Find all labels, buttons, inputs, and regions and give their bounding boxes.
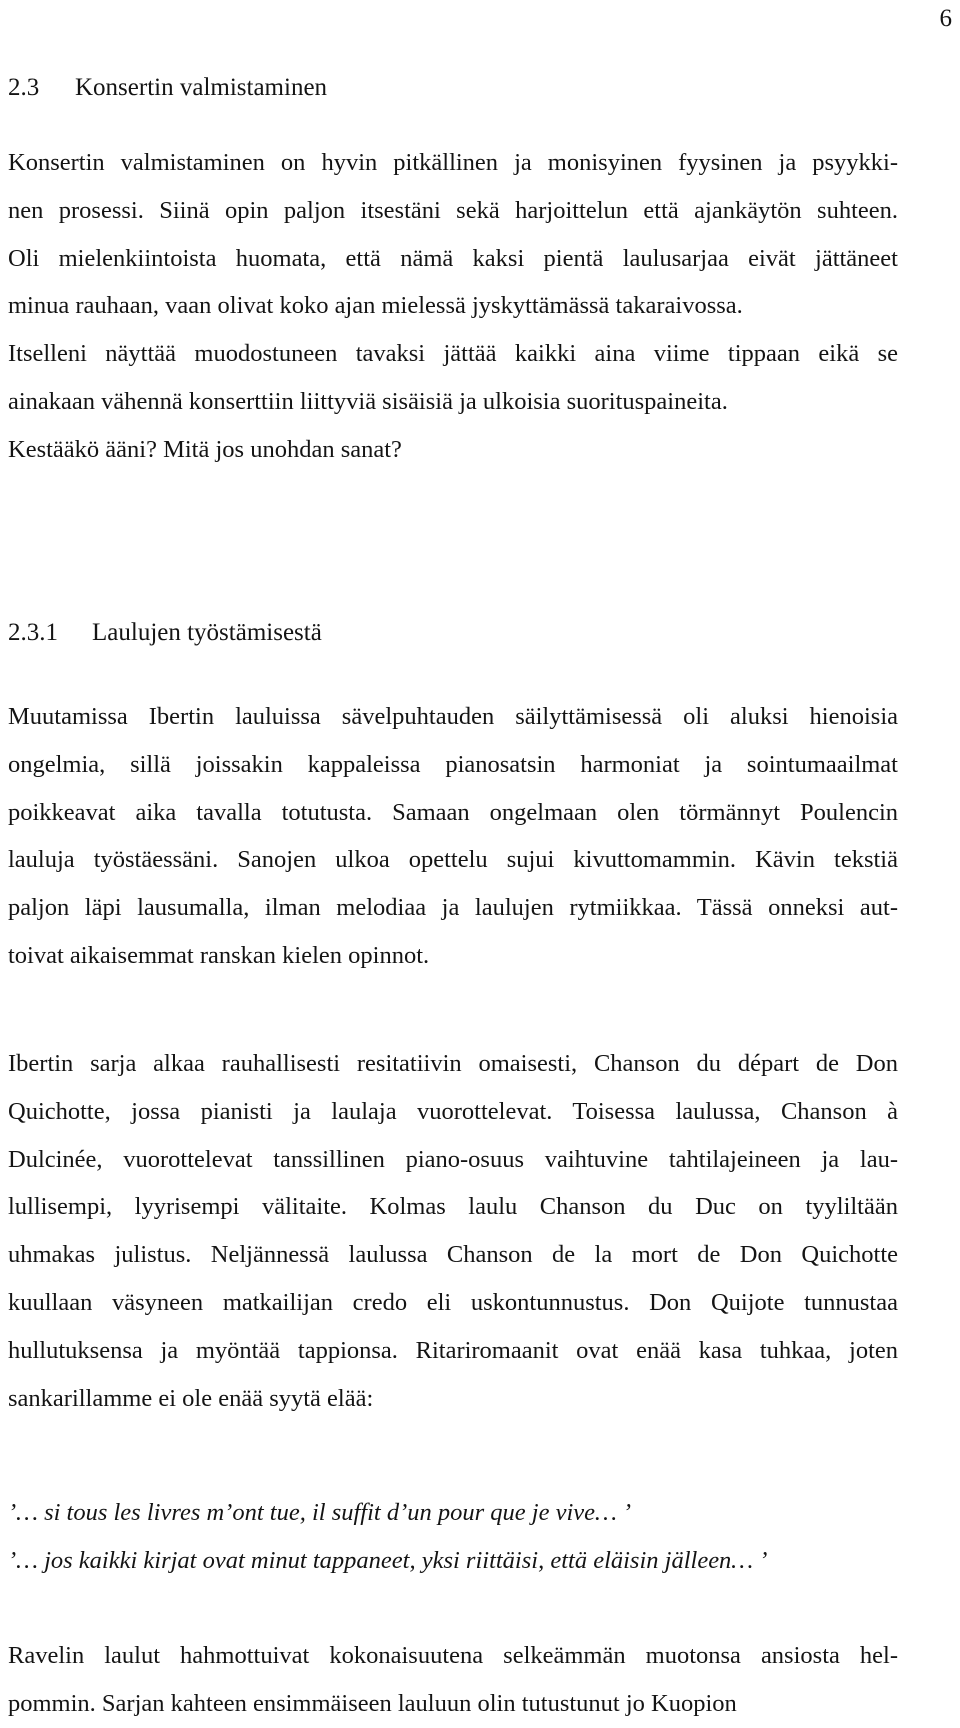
paragraph-line: lullisempi, lyyrisempi välitaite. Kolmas laulu Chanson du Duc on tyyliltään <box>8 1193 898 1221</box>
paragraph-line: hullutuksensa ja myöntää tappionsa. Ritariromaanit ovat enää kasa tuhkaa, joten <box>8 1336 898 1364</box>
paragraph-line: poikkeavat aika tavalla totutusta. Samaan ongelmaan olen törmännyt Poulencin <box>8 798 898 826</box>
paragraph-line: nen prosessi. Siinä opin paljon itsestäni sekä harjoittelun että ajankäytön suhteen. <box>8 196 898 224</box>
section-number: 2.3 <box>8 74 40 101</box>
section-title: Konsertin valmistaminen <box>75 74 328 101</box>
section-heading <box>8 71 327 105</box>
paragraph-line: lauluja työstäessäni. Sanojen ulkoa opettelu sujui kivuttomammin. Kävin tekstiä <box>8 846 898 874</box>
paragraph-line: Kestääkö ääni? Mitä jos unohdan sanat? <box>8 435 402 463</box>
paragraph-line: uhmakas julistus. Neljännessä laulussa Chanson de la mort de Don Quichotte <box>8 1241 898 1269</box>
subsection-paragraph-2 <box>8 1040 898 1422</box>
paragraph-line: kuullaan väsyneen matkailijan credo eli uskontunnustus. Don Quijote tunnustaa <box>8 1288 898 1316</box>
subsection-title: Laulujen työstämisestä <box>92 619 322 646</box>
paragraph-line: Konsertin valmistaminen on hyvin pitkällinen ja monisyinen fyysinen ja psyykki- <box>8 149 898 176</box>
paragraph-line: Itselleni näyttää muodostuneen tavaksi jättää kaikki aina viime tippaan eikä se <box>8 340 898 368</box>
subsection-paragraph-1 <box>8 693 898 980</box>
paragraph-line: toivat aikaisemmat ranskan kielen opinnot. <box>8 941 430 969</box>
paragraph-line: Quichotte, jossa pianisti ja laulaja vuorottelevat. Toisessa laulussa, Chanson à <box>8 1097 898 1125</box>
paragraph-line: Ibertin sarja alkaa rauhallisesti resitatiivin omaisesti, Chanson du départ de Don <box>8 1050 898 1077</box>
subsection-number: 2.3.1 <box>8 619 58 646</box>
paragraph-line: paljon läpi lausumalla, ilman melodiaa ja laulujen rytmiikkaa. Tässä onneksi aut- <box>8 894 898 922</box>
quote-french: ’… si tous les livres m’ont tue, il suffit d’un pour que je vive… ’ <box>8 1499 632 1526</box>
paragraph-line: Ravelin laulut hahmottuivat kokonaisuutena selkeämmän muotonsa ansiosta hel- <box>8 1642 898 1669</box>
quote-finnish: ’… jos kaikki kirjat ovat minut tappaneet, yksi riittäisi, että eläisin jälleen… ’ <box>8 1547 768 1574</box>
paragraph-line: sankarillamme ei ole enää syytä elää: <box>8 1384 374 1412</box>
paragraph-line: ongelmia, sillä joissakin kappaleissa pianosatsin harmoniat ja sointumaailmat <box>8 750 898 778</box>
paragraph-line: pommin. Sarjan kahteen ensimmäiseen lauluun olin tutustunut jo Kuopion <box>8 1689 737 1717</box>
paragraph-line: Muutamissa Ibertin lauluissa sävelpuhtauden säilyttämisessä oli aluksi hienoisia <box>8 703 898 730</box>
paragraph-line: minua rauhaan, vaan olivat koko ajan mielessä jyskyttämässä takaraivossa. <box>8 292 743 320</box>
paragraph-line: Dulcinée, vuorottelevat tanssillinen piano-osuus vaihtuvine tahtilajeineen ja lau- <box>8 1145 898 1173</box>
section-paragraph <box>8 139 898 474</box>
page-number: 6 <box>939 5 952 32</box>
subsection-paragraph-3 <box>8 1632 898 1728</box>
subsection-heading <box>8 616 322 650</box>
paragraph-line: ainakaan vähennä konserttiin liittyviä sisäisiä ja ulkoisia suorituspaineita. <box>8 387 728 415</box>
paragraph-line: Oli mielenkiintoista huomata, että nämä kaksi pientä laulusarjaa eivät jättäneet <box>8 244 898 272</box>
